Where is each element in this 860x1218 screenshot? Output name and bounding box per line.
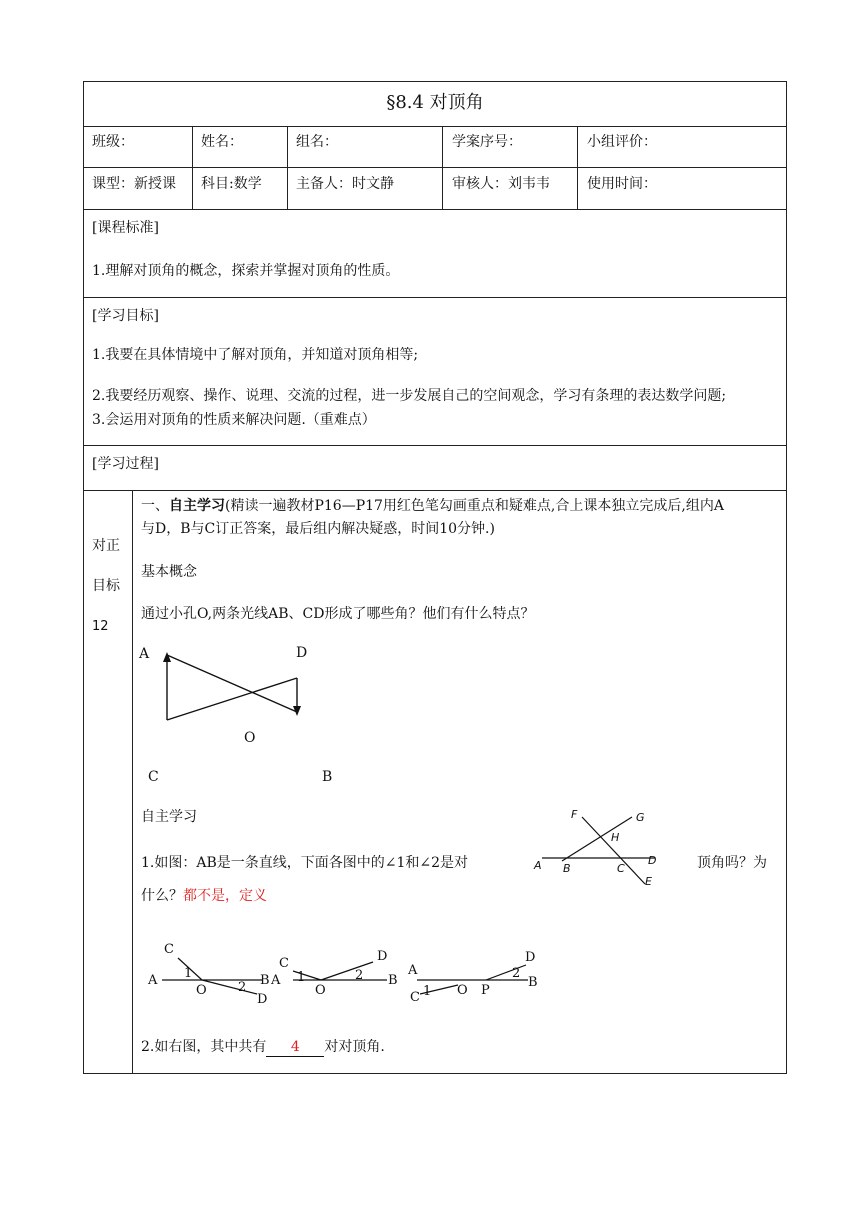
question-2-answer: 4 <box>266 1038 324 1057</box>
fig-b-label-b: B <box>388 973 398 988</box>
col-divider <box>132 490 133 1074</box>
question-1-text: 1.如图：AB是一条直线，下面各图中的∠1和∠2是对 <box>141 855 469 871</box>
point-label-b: B <box>322 769 333 785</box>
row-divider <box>83 209 787 210</box>
part1-rest: (精读一遍教材P16—P17用红色笔勾画重点和疑难点,合上课本独立完成后,组内A <box>225 498 724 514</box>
class-field-label: 班级： <box>92 134 134 150</box>
part1-bold: 自主学习 <box>169 498 225 514</box>
name-field-label: 姓名： <box>201 134 243 150</box>
fig-b-label-1: 1 <box>297 970 306 985</box>
point-label-c: C <box>617 862 625 875</box>
question-1-why: 什么？ <box>141 888 183 904</box>
point-label-c: C <box>148 769 159 785</box>
point-label-a: A <box>534 859 542 872</box>
fig-a-label-d: D <box>257 992 268 1007</box>
preparer-label: 主备人：时文静 <box>296 176 394 192</box>
usage-time-label: 使用时间： <box>587 176 657 192</box>
col-divider <box>577 126 578 209</box>
group-eval-label: 小组评价： <box>587 134 657 150</box>
standard-text: 1.理解对顶角的概念，探索并掌握对顶角的性质。 <box>92 263 400 279</box>
fig-c-label-b: B <box>528 975 538 990</box>
point-label-e: E <box>645 875 652 888</box>
fig-c-label-o: O <box>457 983 468 998</box>
fig-c-label-a: A <box>408 963 418 978</box>
part1-line <box>141 497 724 515</box>
col-divider <box>287 126 288 209</box>
fig-b-label-o: O <box>315 983 326 998</box>
fig-a-label-o: O <box>196 983 207 998</box>
col-divider <box>442 126 443 209</box>
question-2-suffix: 对对顶角. <box>324 1039 385 1055</box>
part1-prefix: 一、 <box>141 498 169 514</box>
point-label-f: F <box>571 808 578 821</box>
fig-a-label-b: B <box>260 973 270 988</box>
light-rays-diagram <box>160 650 310 730</box>
fig-b-label-d: D <box>377 949 388 964</box>
fig-c-label-1: 1 <box>423 984 432 999</box>
question-1-line2 <box>141 887 267 905</box>
goal-item: 1.我要在具体情境中了解对顶角，并知道对顶角相等; <box>92 347 419 363</box>
point-label-b: B <box>563 862 571 875</box>
goal-item: 2.我要经历观察、操作、说理、交流的过程，进一步发展自己的空间观念，学习有条理的表达数学问题; <box>92 388 727 404</box>
point-label-d: D <box>648 854 657 867</box>
point-label-h: H <box>611 831 620 844</box>
part1-line2: 与D，B与C订正答案，最后组内解决疑惑，时间10分钟.) <box>141 521 495 537</box>
fig-c-label-p: P <box>481 983 490 998</box>
row-divider <box>83 126 787 127</box>
fig-c-label-c: C <box>410 990 420 1005</box>
fig-c-label-2: 2 <box>512 966 521 981</box>
group-field-label: 组名： <box>296 134 338 150</box>
row-divider <box>83 490 787 491</box>
question-2-prefix: 2.如右图，其中共有 <box>141 1039 267 1055</box>
point-label-a: A <box>139 646 150 662</box>
fig-c-label-d: D <box>525 950 536 965</box>
page-title: §8.4 对顶角 <box>386 92 484 113</box>
side-label: 目标 <box>92 578 120 594</box>
fig-a-label-2: 2 <box>238 980 247 995</box>
point-label-g: G <box>636 811 645 824</box>
fig-a-label-c: C <box>164 942 174 957</box>
fig-b-label-c: C <box>279 956 289 971</box>
fig-b-label-a: A <box>271 973 281 988</box>
question-1-answer: 都不是，定义 <box>183 888 267 904</box>
process-header: [学习过程] <box>92 456 159 472</box>
plan-number-label: 学案序号： <box>452 134 522 150</box>
fig-a-label-1: 1 <box>184 966 193 981</box>
point-label-o: O <box>244 730 256 746</box>
standard-header: [课程标准] <box>92 220 159 236</box>
col-divider <box>192 126 193 209</box>
reviewer-label: 审核人：刘韦韦 <box>452 176 550 192</box>
concept-heading: 基本概念 <box>141 564 197 580</box>
angle-figures <box>150 940 550 1010</box>
goal-item: 3.会运用对顶角的性质来解决问题.（重难点） <box>92 412 376 428</box>
lesson-type-label: 课型：新授课 <box>92 176 176 192</box>
fig-b-label-2: 2 <box>355 968 364 983</box>
question-2-line <box>141 1038 385 1057</box>
fig-a-label-a: A <box>148 973 158 988</box>
self-study-heading: 自主学习 <box>141 809 197 825</box>
row-divider <box>83 297 787 298</box>
concept-question: 通过小孔O,两条光线AB、CD形成了哪些角？他们有什么特点？ <box>141 606 535 622</box>
row-divider <box>83 167 787 168</box>
point-label-d: D <box>296 645 308 661</box>
subject-label: 科目:数学 <box>201 176 262 192</box>
row-divider <box>83 445 787 446</box>
side-label: 对正 <box>92 538 120 554</box>
side-number: 12 <box>92 619 109 634</box>
goals-header: [学习目标] <box>92 308 159 324</box>
question-1-tail: 顶角吗？为 <box>697 855 767 871</box>
